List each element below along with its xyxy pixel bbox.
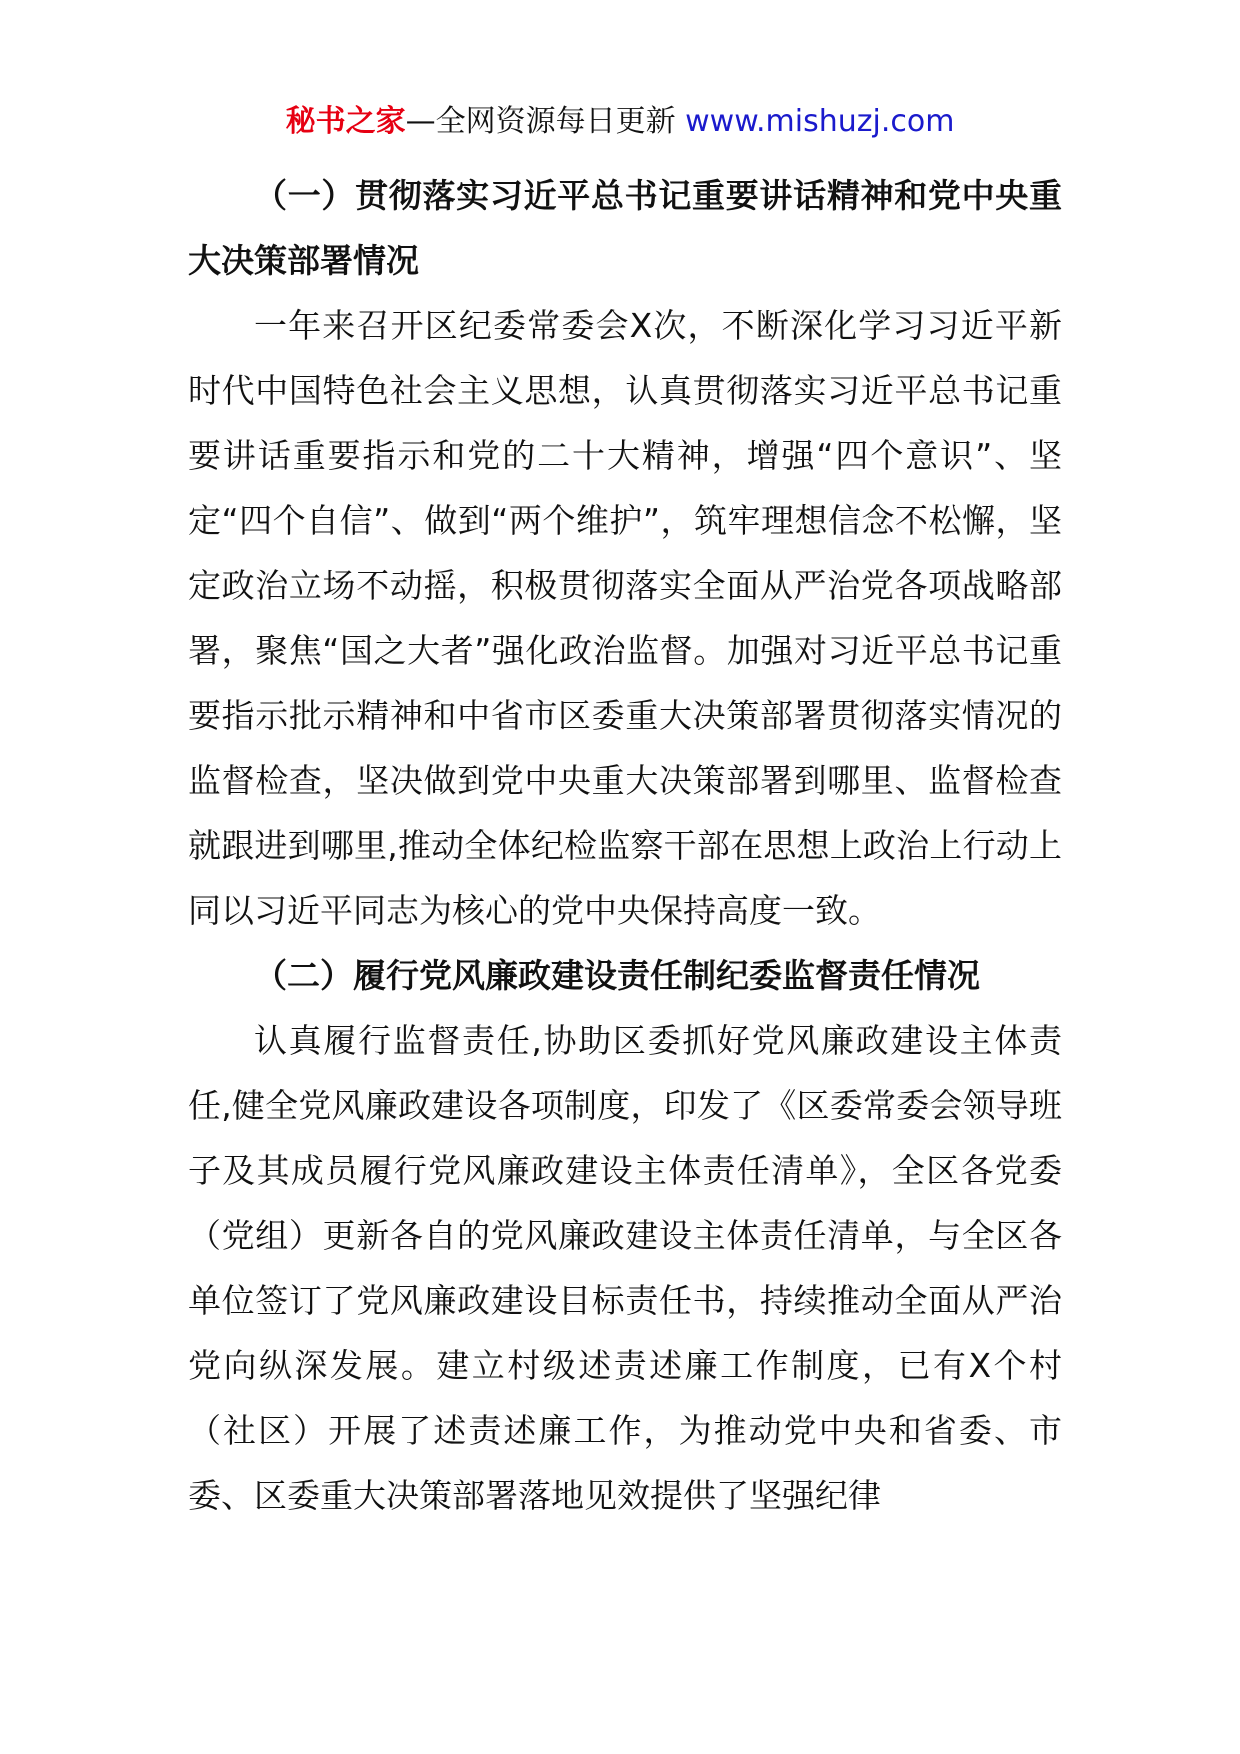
section-paragraph: 认真履行监督责任,协助区委抓好党风廉政建设主体责任,健全党风廉政建设各项制度，印发了《区委常委会领导班子及其成员履行党风廉政建设主体责任清单》，全区各党委（党组）更新各自的党风廉政建设主体责任清单，与全区各单位签订了党风廉政建设目标责任书，持续推动全面从严治党向纵深发展。建立村级述责述廉工作制度，已有X个村（社区）开展了述责述廉工作，为推动党中央和省委、市委、区委重大决策部署落地见效提供了坚强纪律 — [188, 1021, 1062, 1515]
site-tagline: —全网资源每日更新 — [405, 104, 676, 139]
section-heading: （一）贯彻落实习近平总书记重要讲话精神和党中央重大决策部署情况 — [188, 176, 1062, 280]
site-header — [0, 100, 1240, 144]
site-url-link[interactable]: www.mishuzj.com — [685, 104, 955, 139]
site-brand: 秘书之家 — [285, 104, 406, 139]
document-body — [188, 163, 1062, 1528]
section-paragraph: 一年来召开区纪委常委会X次，不断深化学习习近平新时代中国特色社会主义思想，认真贯彻落实习近平总书记重要讲话重要指示和党的二十大精神，增强“四个意识”、坚定“四个自信”、做到“两个维护”，筑牢理想信念不松懈，坚定政治立场不动摇，积极贯彻落实全面从严治党各项战略部署，聚焦“国之大者”强化政治监督。加强对习近平总书记重要指示批示精神和中省市区委重大决策部署贯彻落实情况的监督检查，坚决做到党中央重大决策部署到哪里、监督检查就跟进到哪里,推动全体纪检监察干部在思想上政治上行动上同以习近平同志为核心的党中央保持高度一致。 — [188, 306, 1062, 930]
section-heading: （二）履行党风廉政建设责任制纪委监督责任情况 — [254, 956, 980, 995]
